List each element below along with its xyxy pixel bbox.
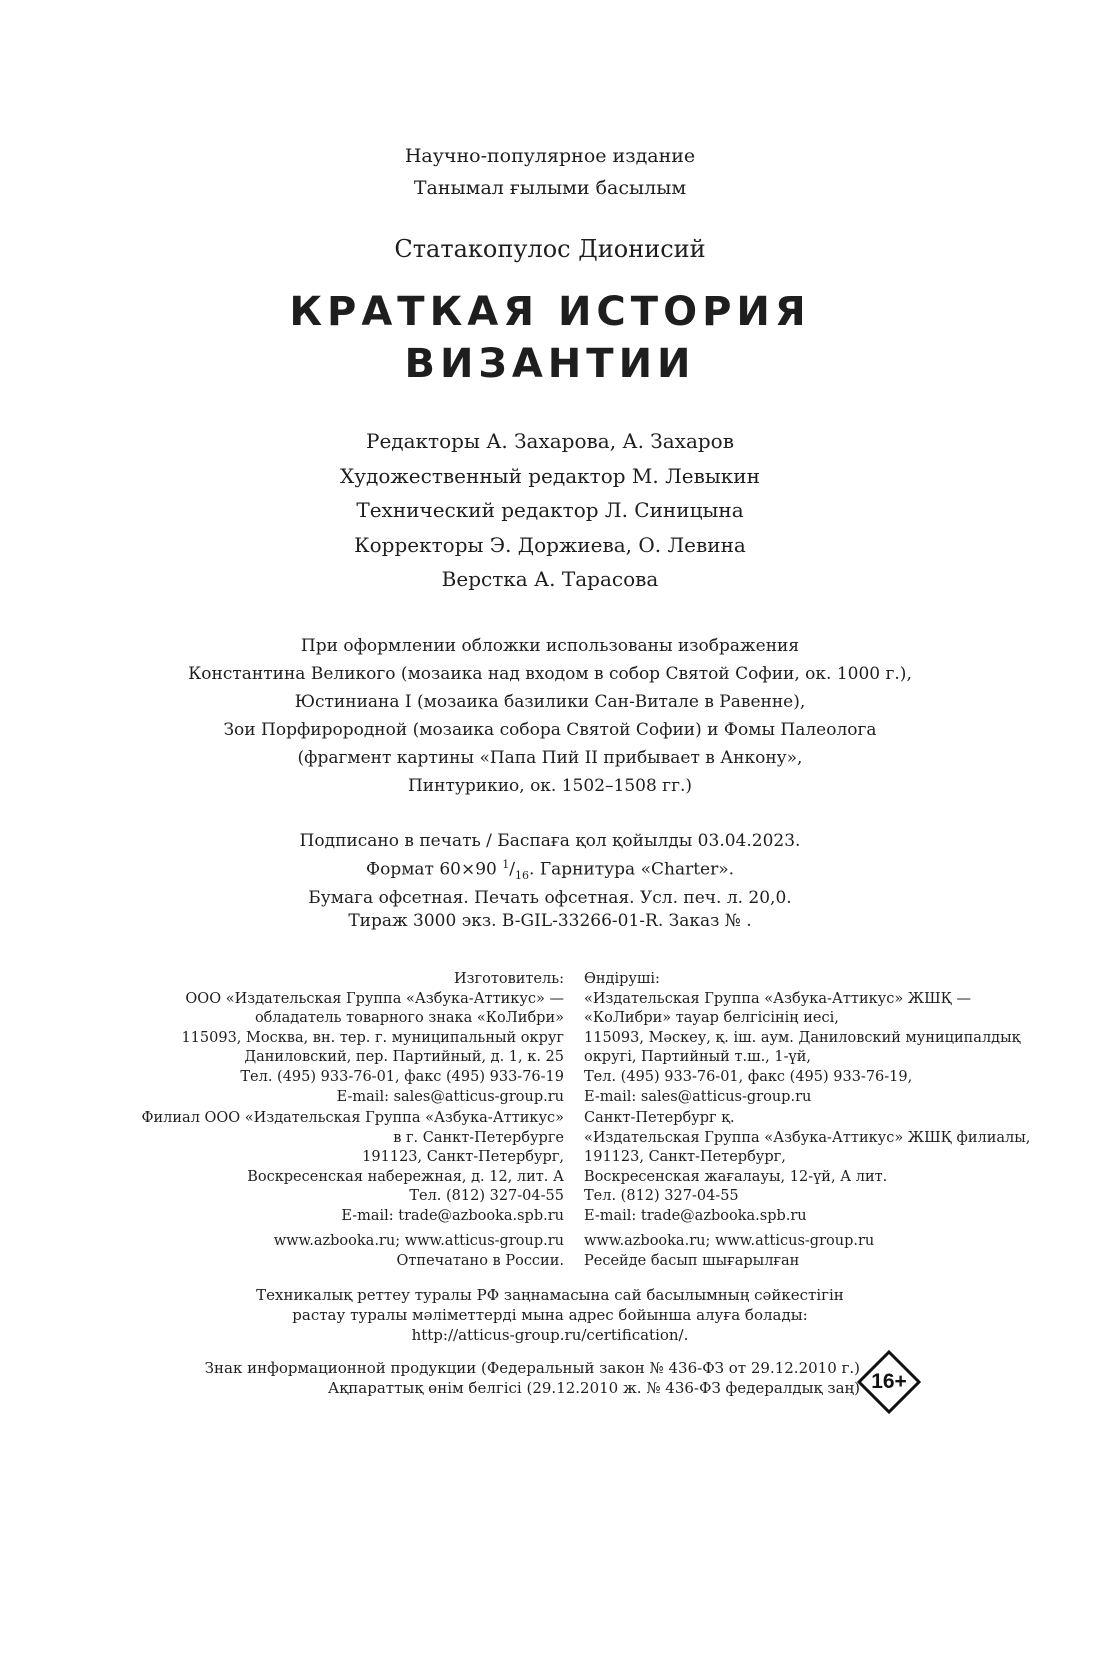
website-links: www.azbooka.ru; www.atticus-group.ru	[273, 1233, 564, 1249]
credit-layout: Верстка А. Тарасова	[441, 567, 659, 591]
printed-in: Ресейде басып шығарылған	[584, 1252, 800, 1269]
cover-note-line: Константина Великого (мозаика над входом в собор Святой Софии, ок. 1000 г.),	[188, 664, 912, 684]
credit-art-editor: Художественный редактор М. Левыкин	[340, 463, 760, 488]
book-title-line-1: КРАТКАЯ ИСТОРИЯ	[289, 289, 811, 335]
signed-date: Подписано в печать / Баспаға қол қойылды 03.04.2023.	[299, 831, 801, 851]
credit-technical-editor: Технический редактор Л. Синицына	[356, 498, 744, 522]
print-run: Тираж 3000 экз. B-GIL-33266-01-R. Заказ № .	[348, 911, 752, 932]
credit-editors: Редакторы А. Захарова, А. Захаров	[366, 429, 734, 453]
printed-in: Отпечатано в России.	[396, 1252, 564, 1269]
edition-type-ru: Научно-популярное издание	[404, 145, 696, 167]
age-rating-label: 16+	[871, 1370, 907, 1393]
cover-note-line: Пинтурикио, ок. 1502–1508 гг.)	[407, 776, 693, 796]
branch-ru: Филиал ООО «Издательская Группа «Азбука-Аттикус» в г. Санкт-Петербурге 191123, Санкт-Петербург, Воскресенская набережная, д. 12, лит. А Тел. (812) 327-04-55 E-mail: trade@azbooka.spb.ru	[141, 1110, 564, 1224]
age-rating-badge	[857, 1350, 921, 1414]
branch-kz: Санкт-Петербург қ. «Издательская Группа «Азбука-Аттикус» ЖШҚ филиалы, 191123, Санкт-Петербург, Воскресенская жағалауы, 12-үй, А лит. Тел. (812) 327-04-55 E-mail: trade@azbooka.spb.ru	[584, 1110, 1031, 1224]
certification-note: Техникалық реттеу туралы РФ заңнамасына сай басылымның сәйкестігін растау туралы мәліметтерді мына адрес бойынша алуға болады: http://atticus-group.ru/certification/.	[0, 1285, 1100, 1345]
cover-images-note	[0, 632, 1100, 800]
certification-url: http://atticus-group.ru/certification/.	[411, 1326, 689, 1344]
manufacturer-ru: Изготовитель: ООО «Издательская Группа «Азбука-Аттикус» — обладатель товарного знака «КоЛибри» 115093, Москва, вн. тер. г. муниципальный округ Даниловский, пер. Партийный, д. 1, к. 25 Тел. (495) 933-76-01, факс (495) 933-76-19 E-mail: sales@atticus-group.ru	[124, 970, 564, 1107]
book-title	[0, 286, 1100, 390]
editorial-credits	[0, 424, 1100, 597]
manufacturer-email: E-mail: sales@atticus-group.ru	[336, 1088, 564, 1105]
credit-proofreaders: Корректоры Э. Доржиева, О. Левина	[354, 532, 746, 557]
age-mark-text: Знак информационной продукции (Федеральный закон № 436-ФЗ от 29.12.2010 г.) Ақпараттық өнім белгісі (29.12.2010 ж. № 436-ФЗ федералдық заң)	[204, 1359, 860, 1397]
website-links: www.azbooka.ru; www.atticus-group.ru	[584, 1233, 875, 1249]
cover-note-line: (фрагмент картины «Папа Пий II прибывает в Анкону»,	[297, 748, 803, 768]
author-name: Статакопулос Дионисий	[394, 235, 706, 263]
format-line: Формат 60×90 $^1/_{16}$. Гарнитура «Charter».	[365, 858, 735, 883]
manufacturer-kz: Өндіруші: «Издательская Группа «Азбука-Аттикус» ЖШҚ — «КоЛибри» тауар белгісінің иесі, 115093, Мәскеу, қ. іш. аум. Даниловский муниципалдық округі, Партийный т.ш., 1-үй, Тел. (495) 933-76-01, факс (495) 933-76-19, E-mail: sales@atticus-group.ru	[584, 971, 1021, 1105]
book-title-line-2: ВИЗАНТИИ	[404, 341, 696, 387]
cover-note-line: Зои Порфирородной (мозаика собора Святой Софии) и Фомы Палеолога	[223, 720, 877, 740]
print-details	[0, 830, 1100, 933]
cover-note-line: Юстиниана I (мозаика базилики Сан-Витале в Равенне),	[294, 692, 806, 712]
cover-note-line: При оформлении обложки использованы изображения	[300, 636, 800, 656]
edition-type-kz: Танымал ғылыми басылым	[413, 177, 687, 199]
web-ru	[124, 1232, 564, 1271]
paper-line: Бумага офсетная. Печать офсетная. Усл. печ. л. 20,0.	[308, 888, 792, 909]
edition-type	[0, 140, 1100, 204]
web-kz	[584, 1232, 1024, 1271]
